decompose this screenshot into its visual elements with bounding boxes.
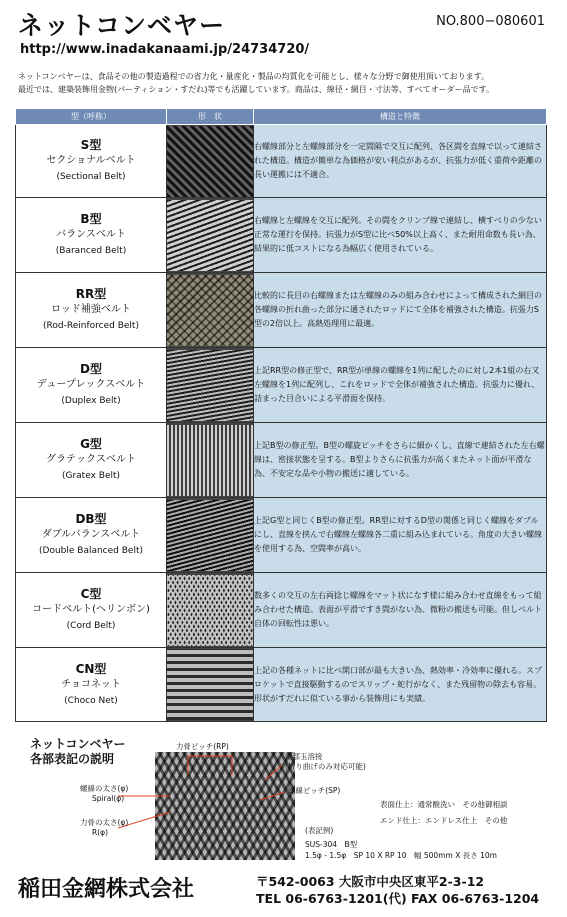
legend-title-line: 各部表記の説明 bbox=[30, 752, 115, 766]
type-name-jp: グラテックスベルト bbox=[46, 454, 136, 465]
type-name-en: (Double Balanced Belt) bbox=[39, 546, 143, 556]
website-link[interactable]: http://www.inadakanaami.jp/24734720/ bbox=[20, 42, 310, 57]
type-name-en: (Rod-Reinforced Belt) bbox=[43, 321, 139, 331]
type-name-en: (Choco Net) bbox=[64, 695, 118, 706]
description-cell: 上記RR型の修正型で、RR型が単線の螺線を1列に配したのに対し2本1組の右又左螺線を1列に配列し、これをロッドで全体が補強された構造。抗張力に優れ、詰まった目合いによる平滑面を保持。 bbox=[254, 348, 547, 423]
label-rib-pitch: 力骨ピッチ(RP) bbox=[176, 742, 229, 751]
type-code: D型 bbox=[80, 362, 102, 376]
example-label: (表記例) bbox=[305, 826, 334, 835]
label-spiral-diameter: 螺線の太さ(φ) bbox=[80, 784, 129, 793]
intro-line: ネットコンベヤーは、食品その他の製造過程での省力化・量産化・製品の均質化を可能とし、様々な分野で御使用頂いております。 bbox=[18, 72, 490, 81]
description-cell: 比較的に長目の右螺線または左螺線のみの組み合わせによって構成された網目の各螺線の折れ曲った部分に通されたロッドにて全体を補強された構造。抗張力S型の2倍以上。高熱処理用に最適。 bbox=[254, 273, 547, 348]
legend-title-line: ネットコンベヤー bbox=[30, 737, 126, 751]
type-name-en: (Duplex Belt) bbox=[61, 396, 121, 406]
finish-surface-note: 表面仕上：通常酸洗い その他御相談 bbox=[380, 800, 508, 809]
description-cell: 上記の各種ネットに比べ開口部が最も大きい為、熱効率・冷効率に優れる。スプロケットで直接駆動するのでスリップ・蛇行がなく、また残留物の除去も容易。形状がすだれに似ている事から装飾用にも実績。 bbox=[254, 648, 547, 722]
label-spiral-diameter-sub: Spiral(φ) bbox=[92, 794, 125, 803]
type-name-jp: セクショナルベルト bbox=[46, 155, 136, 166]
company-name: 稲田金網株式会社 bbox=[18, 876, 195, 902]
type-name-jp: バランスベルト bbox=[56, 229, 126, 240]
label-spiral-pitch: 螺線ピッチ(SP) bbox=[288, 786, 341, 795]
type-code: C型 bbox=[80, 587, 102, 601]
column-header-description: 構造と特徴 bbox=[254, 109, 547, 125]
type-code: RR型 bbox=[75, 287, 107, 301]
example-line: SUS-304 B型 bbox=[305, 840, 358, 849]
description-cell: 右螺線部分と左螺線部分を一定間隔で交互に配列、各区間を直線で以って連結された構造。構造が簡単な為価格が安い利点があるが、抗張力が低く重荷や距離の長い運搬には不適合。 bbox=[254, 125, 547, 198]
type-name-jp: ロッド補強ベルト bbox=[51, 304, 131, 315]
type-code: S型 bbox=[80, 138, 102, 152]
description-cell: 右螺線と左螺線を交互に配列。その間をクリンプ線で連結し、横すべりの少ない正常な運行を保持。抗張力がS型に比べ50%以上高く、また耐用命数も長い為、結果的に低コストになる為幅広く使用されている。 bbox=[254, 198, 547, 273]
type-code: CN型 bbox=[75, 661, 107, 676]
type-name-en: (Sectional Belt) bbox=[56, 172, 126, 182]
type-name-jp: コードベルト(ヘリンボン) bbox=[32, 604, 150, 615]
type-name-en: (Baranced Belt) bbox=[55, 246, 127, 256]
page-title: ネットコンベヤー bbox=[18, 11, 226, 40]
contact-line: TEL 06-6763-1201(代) FAX 06-6763-1204 bbox=[256, 891, 540, 906]
type-code: DB型 bbox=[75, 512, 107, 526]
type-code: B型 bbox=[80, 212, 102, 226]
document-number: NO.800−080601 bbox=[436, 14, 545, 29]
label-rib-diameter: 力骨の太さ(φ) bbox=[80, 818, 129, 827]
description-cell: 上記B型の修正型。B型の螺旋ピッチをさらに細かくし、直線で連結された左右螺線は、密接状態を呈する。B型よりさらに抗張力が高くまたネット面が平滑な為、不安定な品や小物の搬送に適している。 bbox=[254, 423, 547, 498]
type-name-jp: ダブルバランスベルト bbox=[41, 529, 141, 540]
finish-end-note: エンド仕上：エンドレス仕上 その他 bbox=[380, 816, 508, 825]
address-line: 〒542-0063 大阪市中央区東平2-3-12 bbox=[256, 874, 485, 889]
type-name-jp: チョコネット bbox=[61, 678, 121, 690]
column-header-shape: 形 状 bbox=[167, 109, 254, 125]
description-cell: 上記G型と同じくB型の修正型。RR型に対するD型の関係と同じく螺線をダブルにし、直線を挟んで右螺線左螺線各二重に組み込まれている。角度の大きい螺線を使用する為、空間率が高い。 bbox=[254, 498, 547, 573]
label-rib-diameter-sub: R(φ) bbox=[92, 828, 109, 837]
label-end-sub: (折り曲げのみ対応可能) bbox=[285, 762, 366, 771]
type-name-en: (Gratex Belt) bbox=[61, 471, 121, 481]
type-code: G型 bbox=[80, 437, 102, 451]
example-line: 1.5φ - 1.5φ SP 10 X RP 10 幅 500mm X 長さ 10m bbox=[305, 851, 497, 860]
company-address bbox=[256, 873, 539, 907]
intro-line: 最近では、建築装飾用金物(パーティション・すだれ)等でも活躍しています。商品は、線径・網目・寸法等、すべてオーダー品です。 bbox=[18, 85, 494, 94]
type-name-en: (Cord Belt) bbox=[66, 621, 116, 631]
type-name-jp: デュープレックスベルト bbox=[36, 379, 146, 390]
column-header-type: 型（呼称） bbox=[16, 109, 167, 125]
label-end: 端部玉溶接 bbox=[285, 752, 323, 761]
description-cell: 数多くの交互の左右両捻じ螺線をマット状になす様に組み合わせ直線をもって組み合わせた構造。表面が平滑ですき間がない為、微粉の搬送も可能。但しベルト自体の回転性は悪い。 bbox=[254, 573, 547, 648]
